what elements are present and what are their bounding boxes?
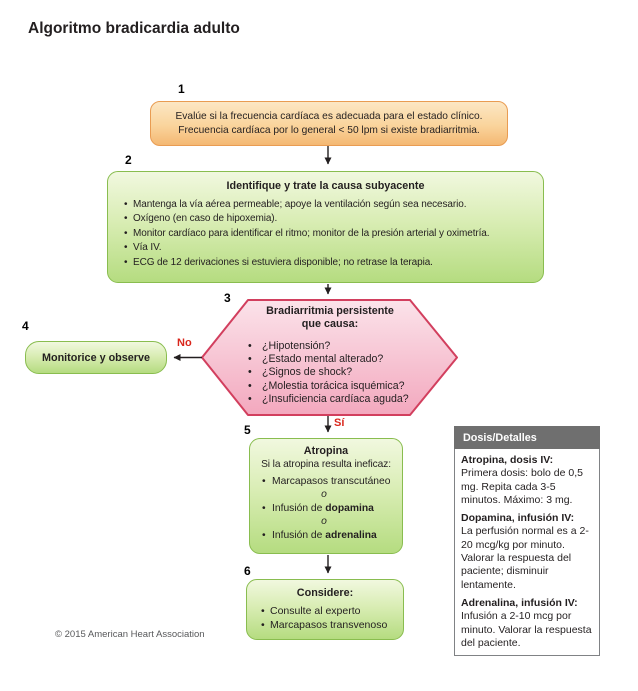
step2-box [107,171,544,283]
step3-bullet: • ¿Hipotensión? [248,340,446,353]
step5-bullet [262,529,400,542]
step5-or-separator: o [321,516,327,528]
step1-box [150,101,508,146]
step2-title: Identifique y trate la causa subyacente [226,180,425,192]
step2-bullet: • Monitor cardíaco para identificar el ritmo; monitor de la presión arterial y oximetría. [124,227,535,241]
step5-number: 5 [244,423,251,437]
step3-number: 3 [224,291,231,305]
dose-details-body [454,449,600,656]
step2-bullet-list [108,198,543,270]
dose-details-panel [454,426,600,656]
dose-details-header: Dosis/Detalles [454,426,600,449]
step6-bullet-list [247,604,403,632]
step6-bullet: • Marcapasos transvenoso [261,618,401,632]
step5-bullet-text: Infusión de [272,502,326,514]
step6-title: Considere: [296,587,354,599]
branch-label-no: No [177,337,192,349]
step2-number: 2 [125,153,132,167]
step5-bullet [262,502,400,515]
dose-entry-title: Dopamina, infusión IV: [461,512,575,525]
step3-bullet-list [248,340,446,406]
step6-box [246,579,404,640]
step5-bullet-bold: adrenalina [325,529,377,541]
step5-bullet-bold: dopamina [325,502,374,514]
dose-entry-atropina [461,454,594,507]
step3-bullet: • ¿Estado mental alterado? [248,353,446,366]
dose-entry-title: Atropina, dosis IV: [461,454,554,466]
step3-title-line2: que causa: [301,318,359,330]
dose-entry-dopamina [461,512,594,592]
step1-text-line1: Evalúe si la frecuencia cardíaca es adecuada para el estado clínico. [175,111,483,122]
dose-entry-text: La perfusión normal es a 2-20 mcg/kg por minuto. Valorar la respuesta del paciente; disminuir lentamente. [461,525,589,591]
step3-bullet: • ¿Signos de shock? [248,366,446,379]
step5-or-separator: o [321,489,327,501]
step5-box [249,438,403,554]
step3-title-line1: Bradiarritmia persistente [266,305,394,317]
branch-label-yes: Sí [334,417,345,429]
page-title: Algoritmo bradicardia adulto [28,20,240,37]
step2-bullet: • Vía IV. [124,241,535,255]
step4-number: 4 [22,319,29,333]
dose-entry-text: Primera dosis: bolo de 0,5 mg. Repita cada 3-5 minutos. Máximo: 3 mg. [461,467,583,506]
step6-bullet: • Consulte al experto [261,604,401,618]
step4-label: Monitorice y observe [41,351,150,364]
step2-bullet: • Mantenga la vía aérea permeable; apoye la ventilación según sea necesario. [124,198,535,212]
step4-box [25,341,167,374]
dose-entry-adrenalina [461,597,594,650]
step3-decision-text [214,305,446,406]
dose-entry-title: Adrenalina, infusión IV: [461,596,578,609]
step2-bullet: • Oxígeno (en caso de hipoxemia). [124,212,535,226]
step5-bullet [262,475,400,488]
step2-bullet: • ECG de 12 derivaciones si estuviera disponible; no retrase la terapia. [124,256,535,270]
step3-bullet: • ¿Molestia torácica isquémica? [248,380,446,393]
step5-bullet-text: Infusión de [272,529,326,541]
step6-number: 6 [244,564,251,578]
copyright-notice: © 2015 American Heart Association [55,629,205,640]
step1-number: 1 [178,82,185,96]
step1-text-line2: Frecuencia cardíaca por lo general < 50 lpm si existe bradiarritmia. [178,124,480,136]
step3-bullet: • ¿Insuficiencia cardíaca aguda? [248,393,446,406]
step5-bullet-text: Marcapasos transcutáneo [272,476,391,487]
step5-title: Atropina [303,445,349,457]
step5-subtitle: Si la atropina resulta ineficaz: [261,459,391,470]
dose-entry-text: Infusión a 2-10 mcg por minuto. Valorar la respuesta del paciente. [461,610,592,649]
step5-bullet-list [250,475,402,542]
